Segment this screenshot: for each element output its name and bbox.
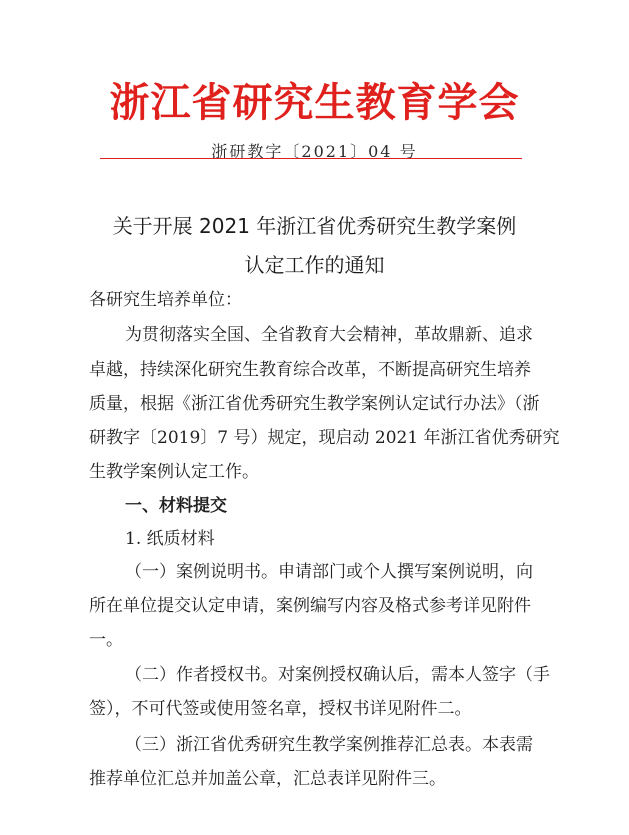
item3-line-1: （三）浙江省优秀研究生教学案例推荐汇总表。本表需 xyxy=(125,735,533,755)
intro-line-1: 为贯彻落实全国、全省教育大会精神，革故鼎新、追求 xyxy=(125,325,533,345)
section-heading-materials: 一、材料提交 xyxy=(125,496,227,516)
document-number: 浙研教字〔2021〕04 号 xyxy=(211,142,418,161)
notice-title-line-1: 关于开展 2021 年浙江省优秀研究生教学案例 xyxy=(112,214,517,238)
item1-line-1: （一）案例说明书。申请部门或个人撰写案例说明，向 xyxy=(125,562,533,582)
red-divider-line xyxy=(100,158,522,159)
item1-line-3: 一。 xyxy=(89,630,123,650)
intro-line-2: 卓越，持续深化研究生教育综合改革，不断提高研究生培养 xyxy=(89,360,531,380)
intro-line-3: 质量，根据《浙江省优秀研究生教学案例认定试行办法》（浙 xyxy=(89,394,540,414)
salutation: 各研究生培养单位： xyxy=(89,290,242,310)
subsection-heading-paper: 1. 纸质材料 xyxy=(125,529,215,549)
organization-name: 浙江省研究生教育学会 xyxy=(109,79,520,126)
item1-line-2: 所在单位提交认定申请，案例编写内容及格式参考详见附件 xyxy=(89,596,531,616)
intro-line-5: 生教学案例认定工作。 xyxy=(89,462,259,482)
item3-line-2: 推荐单位汇总并加盖公章，汇总表详见附件三。 xyxy=(89,769,446,789)
item2-line-2: 签），不可代签或使用签名章，授权书详见附件二。 xyxy=(89,699,472,719)
item2-line-1: （二）作者授权书。对案例授权确认后，需本人签字（手 xyxy=(125,665,550,685)
intro-line-4: 研教字〔2019〕7 号）规定，现启动 2021 年浙江省优秀研究 xyxy=(89,428,560,448)
notice-title-line-2: 认定工作的通知 xyxy=(244,253,385,277)
